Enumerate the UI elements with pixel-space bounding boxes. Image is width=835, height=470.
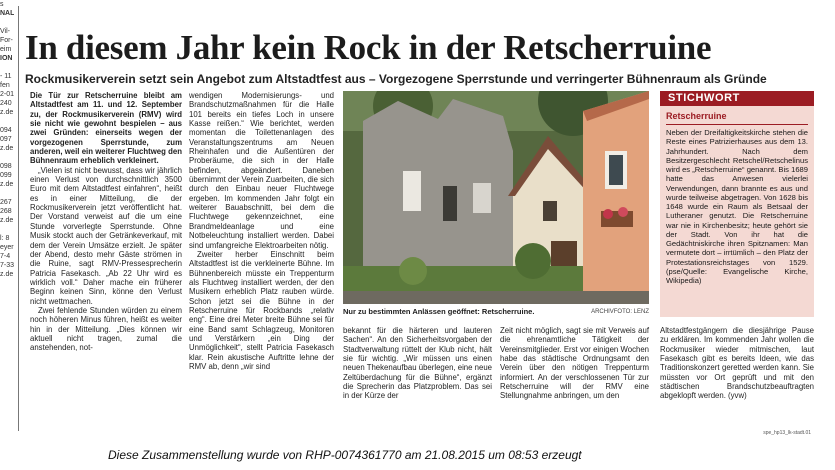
article-column-2 <box>189 91 334 371</box>
article-paragraph: Altstadtfestgängern die diesjährige Pause zu erklären. Im kommenden Jahr wollen die Rockmusiker wieder mitmischen, laut Fasekasch gibt es bereits Ideen, wie das Traditionskonzert geretted werden kann. Sie müssten vor Ort geprüft und mit den städtischen Brandschutzbeauftragten abgeklopft werden. (yvw) <box>660 326 814 401</box>
cropped-edge-fragment: Vil- <box>0 28 10 35</box>
cropped-edge-fragment: fen <box>0 82 10 89</box>
cropped-edge-fragment <box>0 153 14 162</box>
cropped-edge-fragment: 2-01 <box>0 91 14 98</box>
article-column-4 <box>500 326 649 401</box>
stichwort-box <box>660 91 814 317</box>
cropped-edge-fragment: - 11 <box>0 73 12 80</box>
cropped-edge-text <box>0 0 14 440</box>
cropped-edge-fragment: z.de <box>0 271 14 278</box>
article-column-3 <box>343 326 492 401</box>
cropped-edge-fragment: 240 <box>0 100 12 107</box>
cropped-edge-fragment <box>0 117 14 126</box>
article-paragraph: Zweiter herber Einschnitt beim Altstadtfest ist die verkleinerte Bühne. Im Bühnenbereich müsste ein Treppenturm als Fluchtweg installiert werden, der den Musikern erheblich Platz rauben würde. Schon jetzt sei die Bühne in der Retscherruine für Rockbands „relativ eng“. Eine drei Meter breite Bühne sei für eine Band samt Schlagzeug, Monitoren und Verstärkern „ein Ding der Unmöglichkeit“, stellt Patricia Fasekasch klar. Rein akustische Auftritte lehne der RMV ab, denn „wir sind <box>189 249 334 371</box>
article-column-5 <box>660 326 814 401</box>
photo-caption: Nur zu bestimmten Anlässen geöffnet: Retscherruine. <box>343 307 535 316</box>
cropped-edge-fragment: 099 <box>0 172 12 179</box>
cropped-edge-fragment: z.de <box>0 145 14 152</box>
article-paragraph: bekannt für die härteren und lauteren Sachen“. An den Sicherheitsvorgaben der Stadtverwaltung rüttelt der Klub nicht, hält sie für wichtig. „Wir müssen uns einen neuen Thekenaufbau überlegen, eine neue Zeltüberdachung für die Bühne“, ergänzt die Sprecherin das Platzproblem. Das sei in der Kürze der <box>343 326 492 401</box>
cropped-edge-fragment: For- <box>0 37 13 44</box>
article-paragraph: „Vielen ist nicht bewusst, dass wir jährlich einen Verlust von durchschnittlich 3500 Euro mit dem Altstadtfest einfahren“, heißt es in einer Mitteilung, die der Rockmusikerverein jetzt veröffentlicht hat. Der Vorstand verweist auf die um eine Stunde vorverlegte Sperrstunde. Ohne Musik stockt auch der Getränkeverkauf, mit dem der Verein Umsätze erzielt. Je später der Abend, desto mehr Gäste strömen in die Ruine, sagt RMV-Pressesprecherin Patricia Fasekasch. „Ab 22 Uhr wird es wirklich voll.“ Daher mache ein früherer Beginn keinen Sinn, könne den Verlust nicht wettmachen. <box>30 165 182 306</box>
cropped-edge-fragment: eim <box>0 46 12 53</box>
stichwort-label: STICHWORT <box>668 92 741 104</box>
cropped-edge-fragment: z.de <box>0 181 14 188</box>
cropped-edge-fragment: 267 <box>0 199 12 206</box>
cropped-edge-fragment <box>0 225 14 234</box>
stichwort-text: Neben der Dreifaltigkeitskirche stehen die Reste eines Patrizierhauses aus dem 13. Jahrhundert. Nach dem Besitzergeschlecht Retschel/Retschelinus wird es „Retscherruine“ genannt. Bis 1689 hatte das Anwesen vielerlei Verwendungen, dann brannte es aus und wurde teilweise abgetragen. Von 1628 bis 1648 wurde ein Raum als Betsaal der Lutheraner genutzt. Die Retscherruine war nie in Kirchenbesitz; heute gehört sie der Stadt. Von ihr hat die Gedächtniskirche ihren Spitznamen: Man vermutete dort – irrtümlich – den Platz der Protestationsreichstages von 1529. (pse/Quelle: Evangelische Kirche, Wikipedia) <box>666 128 808 285</box>
article-paragraph: Zeit nicht möglich, sagt sie mit Verweis auf die ehrenamtliche Tätigkeit der Vereinsmitglieder. Erst vor einigen Wochen habe das städtische Ordnungsamt den Verein über den nötigen Treppenturm informiert. An der verschlossenen Tür zur Retscherruine will der RMV eine Stellungnahme anbringen, um den <box>500 326 649 401</box>
headline: In diesem Jahr kein Rock in der Retscherruine <box>25 28 712 67</box>
stichwort-title: Retscherruine <box>666 111 727 121</box>
cropped-edge-fragment: 268 <box>0 208 12 215</box>
article-paragraph: Zwei fehlende Stunden würden zu einem noch höheren Minus führen, heißt es weiter hin in der Mitteilung. „Dies können wir aktuell nicht tragen, zumal die anstehenden, not- <box>30 305 182 353</box>
cropped-edge-fragment: 094 <box>0 127 12 134</box>
cropped-edge-fragment: eyer <box>0 244 14 251</box>
cropped-edge-fragment: s <box>0 1 4 8</box>
cropped-edge-fragment: z.de <box>0 109 14 116</box>
cropped-edge-fragment <box>0 189 14 198</box>
cropped-edge-fragment <box>0 63 14 72</box>
cropped-edge-fragment: 097 <box>0 136 12 143</box>
subheadline: Rockmusikerverein setzt sein Angebot zum Altstadtfest aus – Vorgezogene Sperrstunde und verringerter Bühnenraum als Gründe <box>25 72 767 86</box>
article-lead: Die Tür zur Retscherruine bleibt am Altstadtfest am 11. und 12. September zu, der Rockmusikerverein (RMV) wird sie nicht wie gewohnt bespielen – aus zwei Gründen: einerseits wegen der vorgezogenen Sperrstunde, zum anderen, weil ein weiterer Fluchtweg den Bühnenraum erheblich verkleinert. <box>30 91 182 166</box>
article-paragraph: wendigen Modernisierungs- und Brandschutzmaßnahmen für die Halle 101 bereits ein tiefes Loch in unsere Kasse reißen.“ Wie berichtet, werden momentan die Toilettenanlagen des Veranstaltungszentrums am Neuen Rheinhafen und die Außentüren der Proberäume, die sich in der Halle befinden, abgeändert. Daneben übernimmt der Verein Zuarbeiten, die sich durch den Einbau neuer Fluchtwege ergeben. Im kommenden Jahr folgt ein weiterer Bauabschnitt, bei dem die Fluchtwege gekennzeichnet, eine Brandmeldeanlage und eine Notbeleuchtung installiert werden. Dabei sind umfangreiche Elektroarbeiten nötig. <box>189 91 334 250</box>
column-divider <box>18 6 19 431</box>
cropped-edge-fragment <box>0 18 14 27</box>
cropped-edge-fragment: 098 <box>0 163 12 170</box>
cropped-edge-fragment: 7-33 <box>0 262 14 269</box>
cropped-edge-fragment: l: 8 <box>0 235 10 242</box>
cropped-edge-fragment: ION <box>0 55 13 62</box>
ruin-photo <box>343 91 649 304</box>
photo-caption-row <box>343 307 649 319</box>
article-column-1 <box>30 91 182 353</box>
photo-credit: ARCHIVFOTO: LENZ <box>591 309 649 315</box>
cropped-edge-fragment: 7-4 <box>0 253 11 260</box>
cropped-edge-fragment: NAL <box>0 10 14 17</box>
stichwort-header <box>660 91 814 106</box>
cropped-edge-fragment: z.de <box>0 217 14 224</box>
page-reference: spe_hp13_lk-stadt.01 <box>763 430 811 436</box>
generation-notice: Diese Zusammenstellung wurde von RHP-0074361770 am 21.08.2015 um 08:53 erzeugt <box>108 448 582 462</box>
